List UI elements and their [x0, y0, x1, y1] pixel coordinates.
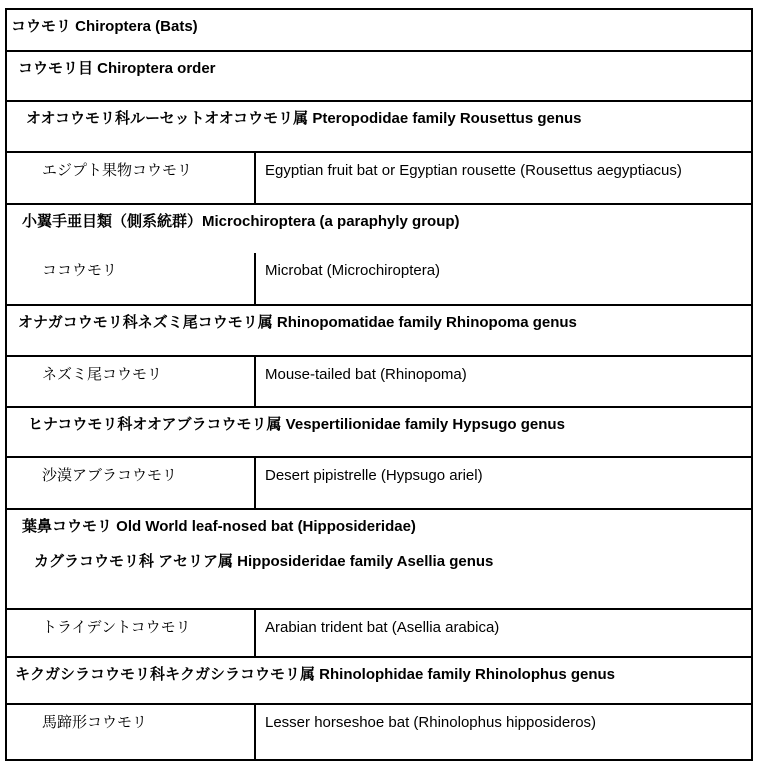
- species-name-jp-cell: ココウモリ: [6, 253, 255, 305]
- species-row-egyptian-fruit-bat: [6, 152, 752, 204]
- section-heading: コウモリ Chiroptera (Bats): [6, 9, 752, 51]
- species-name-jp-cell: ネズミ尾コウモリ: [6, 356, 255, 407]
- species-name-jp-cell: 馬蹄形コウモリ: [6, 704, 255, 760]
- section-heading-line2: カグラコウモリ科 アセリア属 Hipposideridae family Asellia genus: [34, 553, 494, 570]
- section-heading: 小翼手亜目類（側系統群）Microchiroptera (a paraphyly group): [6, 204, 752, 253]
- section-heading-line1: 葉鼻コウモリ Old World leaf-nosed bat (Hipposideridae): [22, 518, 416, 535]
- species-name-en-cell: Microbat (Microchiroptera): [255, 253, 752, 305]
- species-row-arabian-trident-bat: [6, 609, 752, 657]
- section-heading: コウモリ目 Chiroptera order: [6, 51, 752, 101]
- heading-row-pteropodidae: [6, 101, 752, 152]
- species-row-lesser-horseshoe-bat: [6, 704, 752, 760]
- species-row-desert-pipistrelle: [6, 457, 752, 509]
- heading-row-chiroptera: [6, 9, 752, 51]
- species-row-mouse-tailed-bat: [6, 356, 752, 407]
- species-name-en-cell: Egyptian fruit bat or Egyptian rousette (Rousettus aegyptiacus): [255, 152, 752, 204]
- species-name-jp-cell: トライデントコウモリ: [6, 609, 255, 657]
- species-name-en-cell: Arabian trident bat (Asellia arabica): [255, 609, 752, 657]
- section-heading: オオコウモリ科ルーセットオオコウモリ属 Pteropodidae family Rousettus genus: [6, 101, 752, 152]
- heading-row-vespertilionidae: [6, 407, 752, 457]
- heading-row-hipposideridae: [6, 509, 752, 609]
- section-heading: オナガコウモリ科ネズミ尾コウモリ属 Rhinopomatidae family Rhinopoma genus: [6, 305, 752, 356]
- heading-row-microchiroptera: [6, 204, 752, 253]
- section-heading: キクガシラコウモリ科キクガシラコウモリ属 Rhinolophidae family Rhinolophus genus: [6, 657, 752, 704]
- section-heading: ヒナコウモリ科オオアブラコウモリ属 Vespertilionidae family Hypsugo genus: [6, 407, 752, 457]
- heading-row-chiroptera-order: [6, 51, 752, 101]
- section-heading-double: [6, 509, 752, 609]
- heading-row-rhinopomatidae: [6, 305, 752, 356]
- bat-classification-table: [5, 8, 753, 761]
- species-name-en-cell: Mouse-tailed bat (Rhinopoma): [255, 356, 752, 407]
- species-row-microbat: [6, 253, 752, 305]
- heading-row-rhinolophidae: [6, 657, 752, 704]
- species-name-jp-cell: エジプト果物コウモリ: [6, 152, 255, 204]
- species-name-jp-cell: 沙漠アブラコウモリ: [6, 457, 255, 509]
- species-name-en-cell: Desert pipistrelle (Hypsugo ariel): [255, 457, 752, 509]
- species-name-en-cell: Lesser horseshoe bat (Rhinolophus hipposideros): [255, 704, 752, 760]
